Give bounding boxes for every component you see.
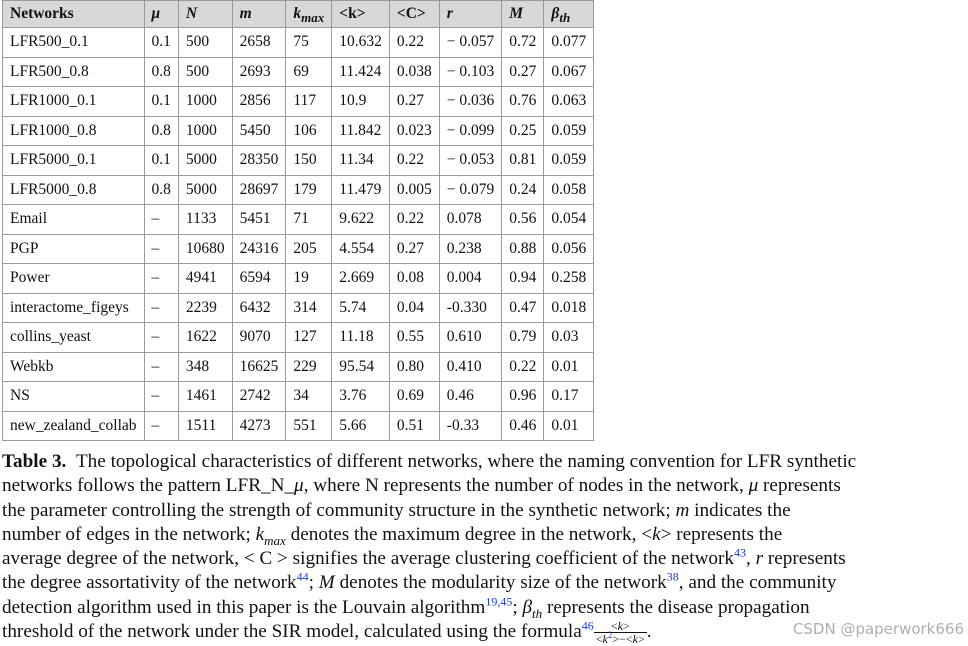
table-row [3,175,594,205]
table-cell: 0.22 [502,352,544,382]
table-cell: 0.063 [544,87,594,117]
table-cell: − 0.099 [439,116,502,146]
table-row [3,234,594,264]
table-cell: 0.81 [502,146,544,176]
table-cell: 1000 [178,87,232,117]
table-row [3,382,594,412]
table-cell: 0.1 [144,146,178,176]
column-header: $k_{max}$ [286,1,332,28]
table-cell: 314 [286,293,332,323]
table-cell: 0.88 [502,234,544,264]
table-cell: 0.79 [502,323,544,353]
network-name-cell: LFR5000_0.8 [3,175,145,205]
table-row [3,264,594,294]
table-cell: 0.078 [439,205,502,235]
table-cell: 2658 [232,28,286,58]
table-cell: 0.55 [389,323,439,353]
network-name-cell: LFR500_0.1 [3,28,145,58]
table-cell: 0.004 [439,264,502,294]
caption-line-7: detection algorithm used in this paper is the Louvain algorithm$^{19,45}$; $\beta_{th}$ represents the disease propagation [2,594,810,621]
table-cell: 9.622 [332,205,390,235]
table-cell: 1511 [178,411,232,441]
table-cell: 0.04 [389,293,439,323]
table-cell: 9070 [232,323,286,353]
table-cell: 0.94 [502,264,544,294]
table-cell: 5000 [178,175,232,205]
column-header: μ [144,1,178,28]
table-cell: − 0.057 [439,28,502,58]
table-row [3,323,594,353]
table-row [3,28,594,58]
table-cell: 2239 [178,293,232,323]
table-cell: 0.27 [502,57,544,87]
table-cell: 4273 [232,411,286,441]
table-cell: 0.46 [502,411,544,441]
table-cell: 34 [286,382,332,412]
table-cell: 5451 [232,205,286,235]
table-cell: 95.54 [332,352,390,382]
table-cell: 0.72 [502,28,544,58]
table-cell: 0.059 [544,146,594,176]
table-cell: 0.80 [389,352,439,382]
table-cell: 0.038 [389,57,439,87]
network-name-cell: LFR1000_0.8 [3,116,145,146]
table-cell: 5.66 [332,411,390,441]
table-cell: – [144,234,178,264]
table-cell: 19 [286,264,332,294]
network-name-cell: PGP [3,234,145,264]
table-cell: 0.01 [544,352,594,382]
table-cell: 5000 [178,146,232,176]
table-cell: 0.054 [544,205,594,235]
table-cell: 10.9 [332,87,390,117]
table-cell: – [144,382,178,412]
network-name-cell: Power [3,264,145,294]
watermark: CSDN @paperwork666 [792,620,964,638]
table-cell: -0.33 [439,411,502,441]
table-cell: 150 [286,146,332,176]
table-cell: 2742 [232,382,286,412]
table-row [3,57,594,87]
table-cell: 0.56 [502,205,544,235]
network-characteristics-table [2,0,594,441]
table-cell: 28697 [232,175,286,205]
column-header: <k> [332,1,390,28]
table-cell: 2.669 [332,264,390,294]
ref-44-link[interactable]: 44 [296,570,309,585]
table-cell: 500 [178,57,232,87]
table-cell: 6594 [232,264,286,294]
table-cell: 0.1 [144,87,178,117]
table-cell: 0.8 [144,57,178,87]
network-name-cell: new_zealand_collab [3,411,145,441]
table-cell: – [144,323,178,353]
network-name-cell: Webkb [3,352,145,382]
table-cell: 5.74 [332,293,390,323]
table-cell: 11.479 [332,175,390,205]
caption-line-5: average degree of the network, < C > signifies the average clustering coefficient of the network$^{43}$, r represents [2,545,846,570]
table-row [3,87,594,117]
table-cell: 1000 [178,116,232,146]
ref-43-link[interactable]: 43 [734,545,747,560]
network-name-cell: LFR5000_0.1 [3,146,145,176]
table-cell: 0.69 [389,382,439,412]
table-cell: 11.34 [332,146,390,176]
table-cell: 1461 [178,382,232,412]
table-cell: 205 [286,234,332,264]
table-cell: 0.056 [544,234,594,264]
table-cell: 0.258 [544,264,594,294]
table-cell: 0.023 [389,116,439,146]
table-cell: 0.8 [144,116,178,146]
table-cell: − 0.036 [439,87,502,117]
table-cell: 0.1 [144,28,178,58]
table-cell: 11.842 [332,116,390,146]
table-cell: 0.22 [389,28,439,58]
table-cell: 106 [286,116,332,146]
table-cell: 0.410 [439,352,502,382]
table-cell: 0.077 [544,28,594,58]
table-cell: 0.610 [439,323,502,353]
column-header: M [502,1,544,28]
table-cell: 0.47 [502,293,544,323]
table-cell: 0.17 [544,382,594,412]
table-cell: 10.632 [332,28,390,58]
table-cell: 0.005 [389,175,439,205]
table-cell: 0.27 [389,234,439,264]
table-cell: 0.76 [502,87,544,117]
table-cell: 28350 [232,146,286,176]
network-name-cell: LFR500_0.8 [3,57,145,87]
caption-line-8: threshold of the network under the SIR model, calculated using the formula$^{46}$ $\frac{<k>}{<k^2>-<k>}$ . [2,618,652,646]
table-cell: 1622 [178,323,232,353]
table-cell: 127 [286,323,332,353]
network-name-cell: NS [3,382,145,412]
table-cell: 348 [178,352,232,382]
network-name-cell: Email [3,205,145,235]
table-cell: 0.01 [544,411,594,441]
table-cell: 117 [286,87,332,117]
ref-46-link[interactable]: 46 [581,618,594,633]
table-row [3,146,594,176]
table-cell: 0.018 [544,293,594,323]
table-cell: 1133 [178,205,232,235]
table-cell: – [144,205,178,235]
table-cell: 2693 [232,57,286,87]
table-cell: -0.330 [439,293,502,323]
network-name-cell: collins_yeast [3,323,145,353]
table-cell: 0.03 [544,323,594,353]
table-cell: 10680 [178,234,232,264]
table-cell: 0.46 [439,382,502,412]
column-header: N [178,1,232,28]
caption-line-2: networks follows the pattern LFR_N_μ, where N represents the number of nodes in the network, μ represents [2,475,841,497]
column-header: m [232,1,286,28]
table-header-row [3,1,594,28]
table-cell: 69 [286,57,332,87]
column-header: r [439,1,502,28]
column-header: $\beta_{th}$ [544,1,594,28]
table-cell: 0.22 [389,146,439,176]
table-cell: – [144,293,178,323]
caption-line-1: Table 3. The topological characteristics of different networks, where the naming convention for LFR synthetic [2,451,857,472]
table-cell: 2856 [232,87,286,117]
table-cell: 4941 [178,264,232,294]
table-cell: − 0.053 [439,146,502,176]
table-body [3,28,594,441]
table-cell: 0.51 [389,411,439,441]
table-row [3,205,594,235]
network-name-cell: interactome_figeys [3,293,145,323]
table-cell: 4.554 [332,234,390,264]
table-cell: 0.058 [544,175,594,205]
table-cell: 0.238 [439,234,502,264]
table-caption [2,450,968,645]
table-cell: 0.27 [389,87,439,117]
table-cell: 11.18 [332,323,390,353]
table-cell: 0.059 [544,116,594,146]
table-cell: 3.76 [332,382,390,412]
caption-line-4: number of edges in the network; $k_{max}$ denotes the maximum degree in the network, <k> represents the [2,523,783,548]
table-cell: 24316 [232,234,286,264]
table-cell: 0.96 [502,382,544,412]
table-cell: 0.067 [544,57,594,87]
table-cell: 229 [286,352,332,382]
table-cell: 179 [286,175,332,205]
threshold-formula: $\frac{<k>}{<k^2>-<k>}$ [595,619,645,646]
table-cell: − 0.079 [439,175,502,205]
table-cell: 0.22 [389,205,439,235]
ref-19-45-link[interactable]: 19,45 [485,594,513,609]
table-cell: 75 [286,28,332,58]
table-row [3,411,594,441]
caption-label: Table 3. [2,451,67,472]
table-cell: 5450 [232,116,286,146]
table-row [3,352,594,382]
table-cell: − 0.103 [439,57,502,87]
table-cell: – [144,411,178,441]
table-cell: – [144,264,178,294]
table-cell: 71 [286,205,332,235]
table-cell: 500 [178,28,232,58]
caption-line-3: the parameter controlling the strength of community structure in the synthetic network; m indicates the [2,499,791,521]
table-row [3,293,594,323]
table-cell: 16625 [232,352,286,382]
column-header: <C> [389,1,439,28]
table-cell: 0.08 [389,264,439,294]
table-cell: 6432 [232,293,286,323]
column-header: Networks [3,1,145,28]
ref-38-link[interactable]: 38 [666,570,679,585]
network-name-cell: LFR1000_0.1 [3,87,145,117]
caption-line-6: the degree assortativity of the network$^{44}$; M denotes the modularity size of the network$^{38}$, and the community [2,570,837,594]
table-row [3,116,594,146]
table-cell: 551 [286,411,332,441]
table-cell: 0.8 [144,175,178,205]
table-cell: – [144,352,178,382]
table-cell: 0.24 [502,175,544,205]
table-cell: 0.25 [502,116,544,146]
table-cell: 11.424 [332,57,390,87]
